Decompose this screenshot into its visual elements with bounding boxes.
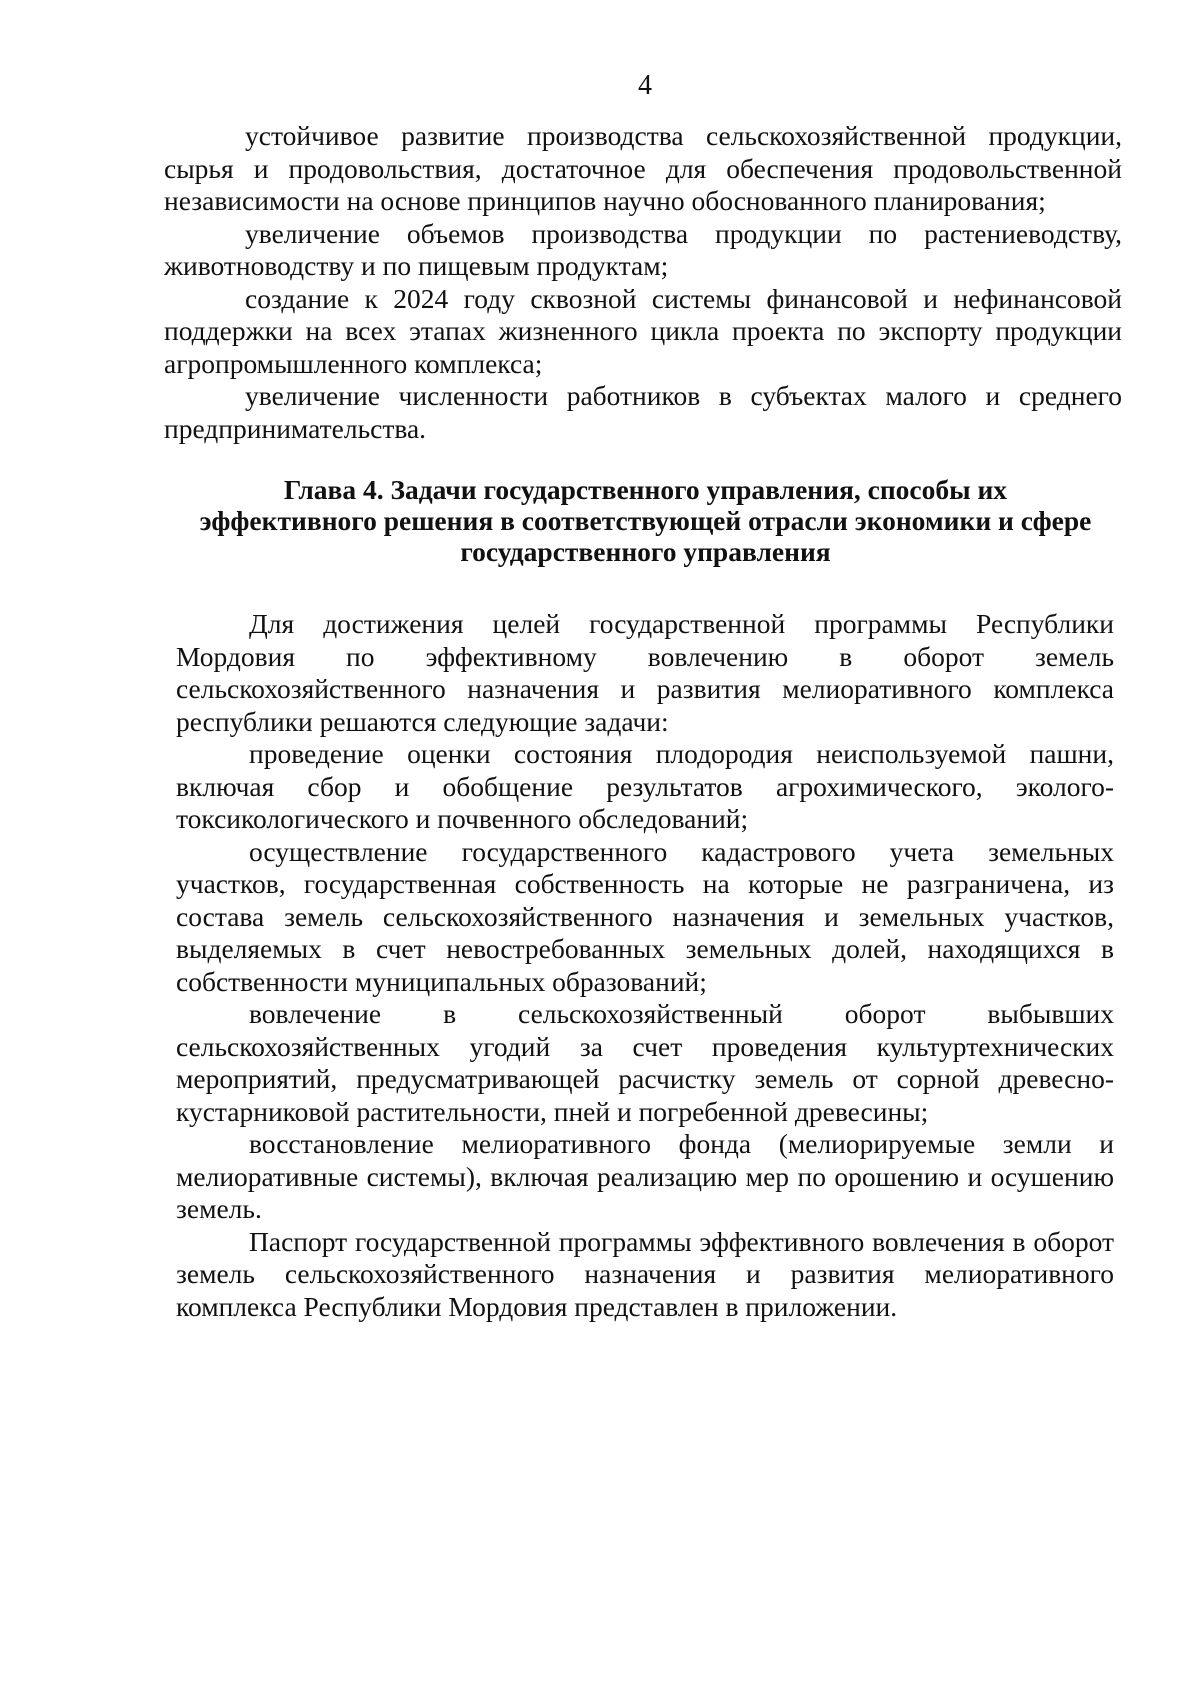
goals-list: [164, 120, 1122, 445]
chapter-heading-line: государственного управления: [460, 536, 831, 567]
closing-paragraph: Паспорт государственной программы эффективного вовлечения в оборот земель сельскохозяйственного назначения и развития мелиоративного комплекса Республики Мордовия представлен в приложении.: [176, 1225, 1114, 1322]
task-paragraph: проведение оценки состояния плодородия неиспользуемой пашни, включая сбор и обобщение результатов агрохимического, эколого-токсикологического и почвенного обследований;: [176, 738, 1114, 834]
goal-paragraph: увеличение численности работников в субъектах малого и среднего предпринимательства.: [164, 380, 1122, 444]
goal-paragraph: увеличение объемов производства продукции по растениеводству, животноводству и по пищевым продуктам;: [164, 217, 1122, 281]
chapter-heading-line: эффективного решения в соответствующей отрасли экономики и сфере: [199, 505, 1092, 536]
task-paragraph: восстановление мелиоративного фонда (мелиорируемые земли и мелиоративные системы), включая реализацию мер по орошению и осушению земель.: [176, 1128, 1114, 1224]
task-paragraph: осуществление государственного кадастрового учета земельных участков, государственная собственность на которые не разграничена, из состава земель сельскохозяйственного назначения и земельных участков, выделяемых в счет невостребованных земельных долей, находящихся в собственности муниципальных образований;: [176, 835, 1114, 997]
tasks-intro: Для достижения целей государственной программы Республики Мордовия по эффективному вовлечению в оборот земель сельскохозяйственного назначения и развития мелиоративного комплекса республики решаются следующие задачи:: [176, 608, 1114, 737]
task-paragraph: вовлечение в сельскохозяйственный оборот выбывших сельскохозяйственных угодий за счет проведения культуртехнических мероприятий, предусматривающей расчистку земель от сорной древесно-кустарниковой растительности, пней и погребенной древесины;: [176, 998, 1114, 1127]
tasks-section: [176, 608, 1114, 1323]
chapter-heading: [168, 474, 1123, 567]
goal-paragraph: создание к 2024 году сквозной системы финансовой и нефинансовой поддержки на всех этапах жизненного цикла проекта по экспорту продукции агропромышленного комплекса;: [164, 282, 1122, 379]
goal-paragraph: устойчивое развитие производства сельскохозяйственной продукции, сырья и продовольствия, достаточное для обеспечения продовольственной независимости на основе принципов научно обоснованного планирования;: [164, 120, 1122, 216]
chapter-heading-line: Глава 4. Задачи государственного управления, способы их: [283, 474, 1008, 505]
page-number: 4: [638, 70, 652, 101]
